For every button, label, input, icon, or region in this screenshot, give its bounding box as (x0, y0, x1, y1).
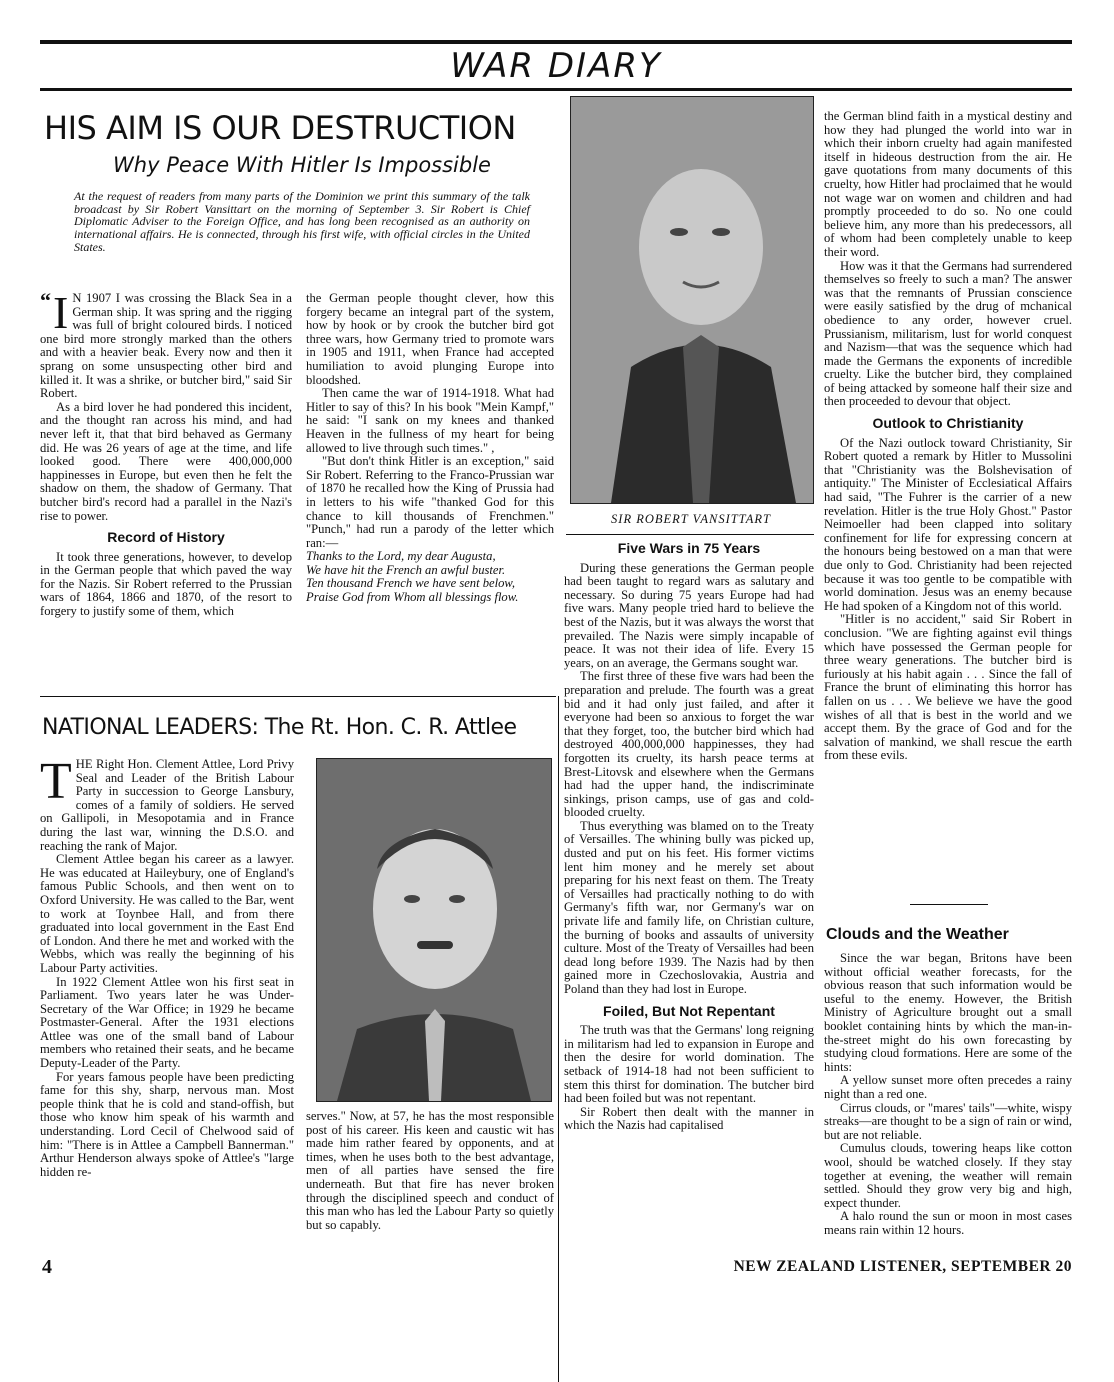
record-of-history-heading: Record of History (107, 529, 225, 546)
article1-col3-para2: The first three of these five wars had been the preparation and prelude. The fourth was a great bid and it had only just failed, and after it everyone had been so anxious to forget the war that they forget, too, the butcher bird which had destroyed 400,000,000 happinesses, they had forgotten its cruelty, its harsh peace terms at Brest-Litovsk and elsewhere when the Germans had had the upper hand, the indiscriminate sinkings, prison camps, use of gas and cold-blooded cruelty. (564, 669, 814, 820)
clouds-para5: A halo round the sun or moon in most cases means rain within 12 hours. (824, 1209, 1072, 1237)
article1-col2-para1: the German people thought clever, how this forgery became an integral part of the system, how by hook or by crook the butcher bird got three wars, how Germany tried to promote wars in 1905 and 1911, when France had accepted humiliation to avoid plunging Europe into bloodshed. (306, 291, 554, 387)
quote-mark: “ (40, 288, 51, 313)
poem-line: Ten thousand French we have sent below, (306, 576, 516, 591)
article1-column-2 (306, 292, 554, 605)
article1-col4-para2: How was it that the Germans had surrendered themselves so freely to such a man? The answer was that the remnants of Prussian conscience were easily satisfied by the drug of mchanical obedience to any order, however cruel. Prussianism, militarism, lust for world conquest and Nazism—that was the sequence which had made the Germans the exponents of incredible cruelty. Like the butcher bird, they complained of being attacked by someone half their size and then proceeded to devour that object. (824, 258, 1072, 409)
article1-col4-para1: the German blind faith in a mystical destiny and how they had plunged the world into war in which their inborn cruelty had again manifested itself in hideous destruction from the air. He gave quotations from many documents of this cruelty, how Hitler had proclaimed that he would not wage war on women and children and had promptly proceeded to do so. No one could believe him, any more than his predecessors, all of whom had been completely unable to keep their word. (824, 109, 1072, 259)
outlook-christianity-heading: Outlook to Christianity (872, 415, 1024, 432)
clouds-column (824, 952, 1072, 1237)
article1-col3-para4: The truth was that the Germans' long reigning in militarism had led to expansion in Europe and then the desire for world domination. The setback of 1914-18 had not been sufficient to stem this thirst for domination. The butcher bird had been foiled but was not repentant. (564, 1023, 814, 1106)
vansittart-caption: SIR ROBERT VANSITTART (611, 512, 771, 526)
portrait-illustration (317, 759, 551, 1101)
article1-column-1 (40, 287, 292, 619)
poem-line: We have hit the French an awful buster. (306, 562, 506, 577)
portrait-illustration (571, 97, 813, 503)
article1-col1-para3: It took three generations, however, to develop in the German people that which paved the way for the Nazis. Sir Robert referred to the Prussian wars of 1864, 1866 and 1870, of the resort to forgery to justify some of them, which (40, 549, 292, 619)
article1-col4-para3: Of the Nazi outlock toward Christianity, Sir Robert quoted a remark by Hitler to Mussolini that "Christianity was the Bolshevisation of antiquity." The Minister of Ecclesiatical Affairs had said, "The Fuhrer is the carrier of a new revelation. Hitler is the true Holy Ghost." Pastor Neimoeller had been clapped into solitary confinement for life for expressing concern at the honours being bestowed on a man that were due only to God. Christianity had been rejected because it was too gentle to be compatible with world domination. Jesus was an enemy because He had spoken of a Kingdom not of this world. (824, 435, 1072, 613)
article1-col1-para1: “ I N 1907 I was crossing the Black Sea in a German ship. It was spring and the rigging was full of bright coloured birds. I noticed one bird more strongly marked than the others and with a heavier beak. Every now and then it sprang on some unsuspecting other bird and killed it. It was a shrike, or butcher bird," said Sir Robert. (40, 287, 292, 401)
clouds-para3: Cirrus clouds, or "mares' tails"—white, wispy streaks—are thought to be a sign of rain or wind, but are not reliable. (824, 1100, 1072, 1142)
article1-col3-para5: Sir Robert then dealt with the manner in which the Nazis had capitalised (564, 1104, 814, 1133)
article1-column-4 (824, 110, 1072, 763)
article2-col1-para4: For years famous people have been predicting fame for this shy, sharp, nervous man. Most people think that he is cold and stand-offish, but those who know him speak of his warmth and understanding. Lord Cecil of Chelwood said of him: "There is in Attlee a Campbell Bannerman." Arthur Henderson always spoke of Attlee's "large hidden re- (40, 1069, 294, 1179)
article1-col2-para3: "But don't think Hitler is an exception," said Sir Robert. Referring to the Franco-Prussian war of 1870 he recalled how the King of Prussia had in letters to his wife "thanked God for this chance to kill thousands of Frenchmen." "Punch," had run a parody of the letter which ran:— (306, 454, 554, 550)
article2-col2-para1: serves." Now, at 57, he has the most responsible post of his career. His keen and caustic wit has made him rather feared by opponents, and at times, when he uses both to the best advantage, men of all parties have sensed the fire underneath. But that fire has never broken through the disciplined speech and conduct of this man who has led the Labour Party so quietly but so capably. (306, 1109, 554, 1232)
foiled-heading: Foiled, But Not Repentant (603, 1002, 775, 1019)
article1-col3-para3: Thus everything was blamed on to the Treaty of Versailles. The whining bully was picked up, dusted and put on his feet. His former victims lent him money and he merely set about preparing for his next feast on them. The Treaty of Versailles had practically nothing to do with Germany's fifth war, nor Germany's war on private life and family life, on Christian culture, the burning of books and assaults of university culture. Most of the Treaty of Versailles had been dead long before 1939. The Nazis had by then gained more in Czechoslovakia, Austria and Poland than they had lost in Europe. (564, 818, 814, 996)
page-number: 4 (42, 1256, 52, 1278)
poem-line: Thanks to the Lord, my dear Augusta, (306, 549, 496, 564)
weather-divider (910, 904, 988, 905)
article1-column-3 (564, 540, 814, 1133)
clouds-para1: Since the war began, Britons have been without official weather forecasts, for the obvious reason that such information would be useful to the enemy. However, the British Ministry of Agriculture brought out a small booklet containing hints by which the man-in-the-street might do his own forecasting by studying cloud formations. Here are some of the hints: (824, 951, 1072, 1074)
poem-line: Praise God from Whom all blessings flow. (306, 590, 519, 605)
punch-parody-poem (306, 550, 554, 604)
clouds-para2: A yellow sunset more often precedes a rainy night than a red one. (824, 1073, 1072, 1101)
caption-rule (566, 534, 814, 535)
article2-top-rule (40, 696, 556, 697)
attlee-photo (316, 758, 552, 1102)
article2-column-2 (306, 1110, 554, 1232)
article1-col3-para1: During these generations the German people had been taught to regard wars as salutary and necessary. So during 75 years Europe had had five wars. Many people tried hard to believe the best of the Nazis, but it was always the worst that prevailed. The Nazis were simply incapable of peace. It was not their idea of life. Every 15 years, on an average, the Germans sought war. (564, 560, 814, 670)
five-wars-heading: Five Wars in 75 Years (617, 540, 761, 556)
article1-col2-para2: Then came the war of 1914-1918. What had Hitler to say of this? In his book "Mein Kampf," he said: "I sank on my knees and thanked Heaven in the fullness of my heart for being allowed to live through such times." , (306, 386, 554, 455)
article1-intro: At the request of readers from many parts of the Dominion we print this summary of the talk broadcast by Sir Robert Vansittart on the morning of September 3. Sir Robert is Chief Diplomatic Adviser to the Foreign Office, and has long been recognised as an authority on international affairs. He is connected, through his first wife, with official circles in the United States. (74, 189, 530, 254)
drop-cap: I (53, 287, 69, 338)
column-vertical-rule (558, 696, 559, 1382)
header-bottom-rule (40, 88, 1072, 91)
article2-headline: NATIONAL LEADERS: The Rt. Hon. C. R. Attlee (42, 715, 517, 740)
article2-col1-para2: Clement Attlee began his career as a lawyer. He was educated at Haileybury, one of England's famous Public Schools, and then went on to Oxford University. He was called to the Bar, went to work at Toynbee Hall, and from there graduated into local government in the East End of London. And there he met and worked with the Webbs, which was really the beginning of his Labour Party activities. (40, 852, 294, 975)
clouds-para4: Cumulus clouds, towering heaps like cotton wool, should be watched closely. If they stay together at evening, the weather will remain settled. Should they grow very big and high, expect thunder. (824, 1141, 1072, 1210)
publication-footer: NEW ZEALAND LISTENER, SEPTEMBER 20 (733, 1258, 1072, 1275)
vansittart-photo (570, 96, 814, 504)
clouds-headline: Clouds and the Weather (826, 926, 1009, 943)
article2-column-1 (40, 753, 294, 1179)
drop-cap: T (40, 753, 72, 810)
section-title: WAR DIARY (450, 46, 662, 86)
article2-col1-para3: In 1922 Clement Attlee won his first seat in Parliament. Two years later he was Under-Secretary of the War Office; in 1929 he became Postmaster-General. After the 1931 elections Attlee was one of the small band of Labour members who retained their seats, and he became Deputy-Leader of the Party. (40, 974, 294, 1071)
article1-col4-para4: "Hitler is no accident," said Sir Robert in conclusion. "We are fighting against evil things which have possessed the German people for three weary generations. The butcher bird is furiously at his habit again . . . Since the fall of France the brunt of eliminating this horror has fallen on us . . . We believe we have the good wishes of all that is best in the world and we accept them. By the grace of God and for the salvation of mankind, we shall rescue the earth from these evils. (824, 612, 1072, 763)
article1-col1-para2: As a bird lover he had pondered this incident, and the thought ran across his mind, and had never left it, that that bird behaved as Germany did. He was 26 years of age at the time, and life looked good. There were 400,000,000 happinesses in Europe, but even then he felt the shadow on them, the shadow of Germany. That butcher bird's record had a parallel in the Nazi's rise to power. (40, 399, 292, 523)
article1-headline: HIS AIM IS OUR DESTRUCTION (44, 109, 516, 147)
article2-col1-para1: THE Right Hon. Clement Attlee, Lord Privy Seal and Leader of the British Labour Party in succession to George Lansbury, comes of a family of soldiers. He served on Gallipoli, in Mesopotamia and in France during the last war, winning the D.S.O. and reaching the rank of Major. (40, 753, 294, 853)
article1-subhead: Why Peace With Hitler Is Impossible (113, 153, 491, 177)
